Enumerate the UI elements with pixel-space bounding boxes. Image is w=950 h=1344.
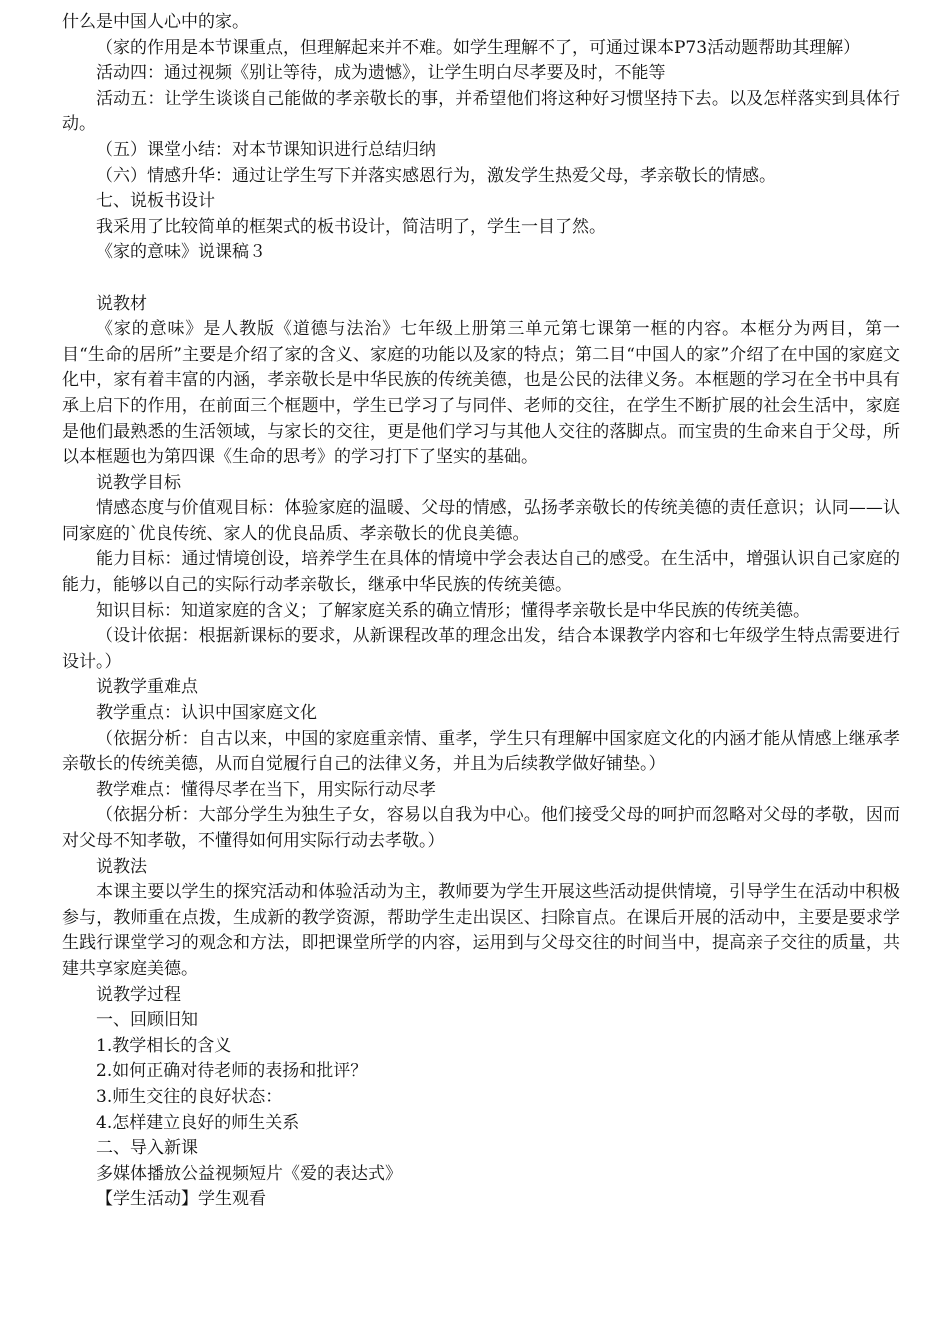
paragraph: 多媒体播放公益视频短片《爱的表达式》 — [96, 1163, 402, 1184]
paragraph: 教学难点：懂得尽孝在当下，用实际行动尽孝 — [96, 779, 436, 800]
paragraph: 教学重点：认识中国家庭文化 — [96, 703, 317, 724]
paragraph: 活动五：让学生谈谈自己能做的孝亲敬长的事，并希望他们将这种好习惯坚持下去。以及怎样落实到具体行动。 — [62, 88, 900, 135]
paragraph: 我采用了比较简单的框架式的板书设计，简洁明了，学生一目了然。 — [96, 216, 606, 237]
section-heading: 二、导入新课 — [96, 1138, 198, 1159]
document-page — [62, 10, 900, 1213]
section-heading: 一、回顾旧知 — [96, 1010, 198, 1031]
paragraph: 本课主要以学生的探究活动和体验活动为主，教师要为学生开展这些活动提供情境，引导学生在活动中积极参与，教师重在点拨，生成新的教学资源，帮助学生走出误区、扫除盲点。在课后开展的活动中，主要是要求学生践行课堂学习的观念和方法，即把课堂所学的内容，运用到与父母交往的时间当中，提高亲子交往的质量，共建共享家庭美德。 — [62, 882, 900, 979]
paragraph: （设计依据：根据新课标的要求，从新课程改革的理念出发，结合本课教学内容和七年级学生特点需要进行设计。） — [62, 626, 900, 672]
section-heading: 七、说板书设计 — [96, 191, 215, 212]
section-heading: 说教法 — [96, 856, 147, 877]
section-heading: 说教学过程 — [96, 984, 181, 1005]
paragraph: 能力目标：通过情境创设，培养学生在具体的情境中学会表达自己的感受。在生活中，增强认识自己家庭的能力，能够以自己的实际行动孝亲敬长，继承中华民族的传统美德。 — [62, 549, 900, 596]
paragraph: 《家的意味》是人教版《道德与法治》七年级上册第三单元第七课第一框的内容。本框分为两目，第一目“生命的居所”主要是介绍了家的含义、家庭的功能以及家的特点；第二目“中国人的家”介绍了在中国的家庭文化中，家有着丰富的内涵，孝亲敬长是中华民族的传统美德，也是公民的法律义务。本框题的学习在全书中具有承上启下的作用，在前面三个框题中，学生已学习了与同伴、老师的交往，在学生不断扩展的社会生活中，家庭是他们最熟悉的生活领域，与家长的交往，更是他们学习与其他人交往的落脚点。而宝贵的生命来自于父母，所以本框题也为第四课《生命的思考》的学习打下了坚实的基础。 — [62, 319, 900, 468]
list-item: 4.怎样建立良好的师生关系 — [96, 1112, 300, 1133]
section-heading: 说教学目标 — [96, 472, 181, 493]
document-title: 《家的意味》说课稿３ — [96, 242, 266, 263]
list-item: 1.教学相长的含义 — [96, 1035, 232, 1056]
blank-line — [62, 266, 900, 292]
paragraph: （五）课堂小结：对本节课知识进行总结归纳 — [96, 139, 436, 160]
paragraph: 【学生活动】学生观看 — [96, 1189, 266, 1210]
paragraph: （六）情感升华：通过让学生写下并落实感恩行为，激发学生热爱父母，孝亲敬长的情感。 — [96, 165, 776, 186]
list-item: 3.师生交往的良好状态： — [96, 1086, 283, 1107]
section-heading: 说教材 — [96, 293, 147, 314]
paragraph: 知识目标：知道家庭的含义；了解家庭关系的确立情形；懂得孝亲敬长是中华民族的传统美德。 — [96, 600, 810, 621]
paragraph: 情感态度与价值观目标：体验家庭的温暖、父母的情感，弘扬孝亲敬长的传统美德的责任意识；认同——认同家庭的`优良传统、家人的优良品质、孝亲敬长的优良美德。 — [62, 498, 900, 544]
paragraph: （家的作用是本节课重点，但理解起来并不难。如学生理解不了，可通过课本P73活动题帮助其理解） — [96, 37, 861, 58]
paragraph: （依据分析：大部分学生为独生子女，容易以自我为中心。他们接受父母的呵护而忽略对父母的孝敬，因而对父母不知孝敬，不懂得如何用实际行动去孝敬。） — [62, 805, 900, 851]
paragraph: 什么是中国人心中的家。 — [62, 12, 249, 32]
paragraph: （依据分析：自古以来，中国的家庭重亲情、重孝，学生只有理解中国家庭文化的内涵才能从情感上继承孝亲敬长的传统美德，从而自觉履行自己的法律义务，并且为后续教学做好铺垫。） — [62, 728, 900, 775]
section-heading: 说教学重难点 — [96, 677, 198, 698]
list-item: 2.如何正确对待老师的表扬和批评？ — [96, 1061, 368, 1082]
paragraph: 活动四：通过视频《别让等待，成为遗憾》，让学生明白尽孝要及时，不能等 — [96, 63, 666, 84]
